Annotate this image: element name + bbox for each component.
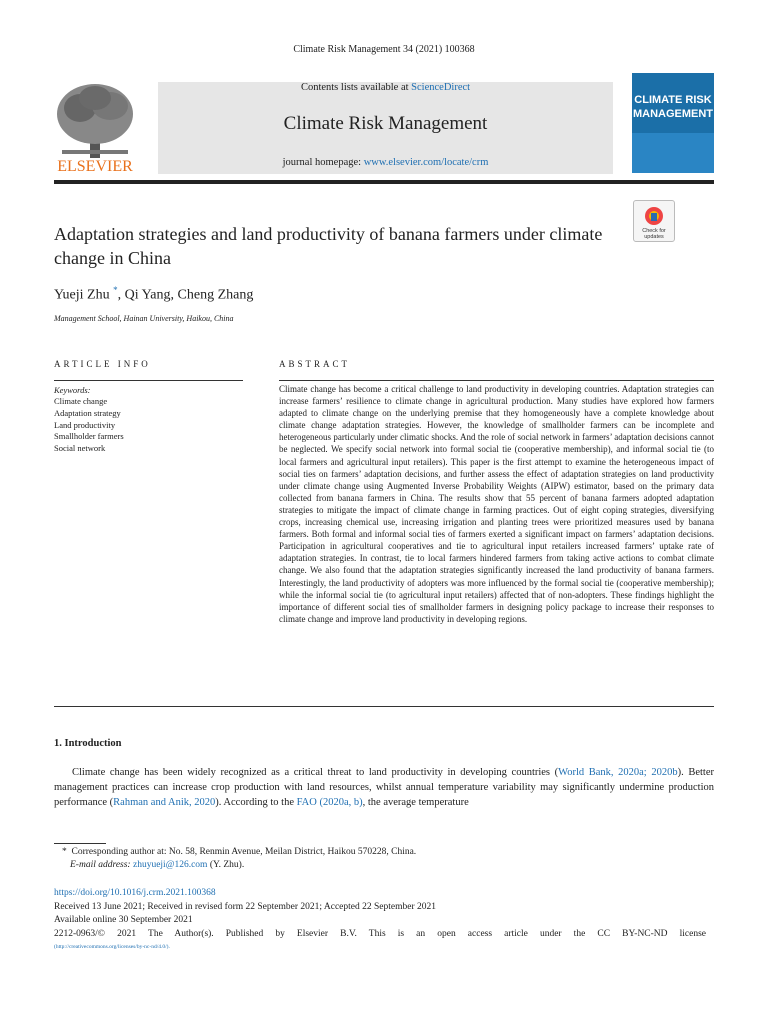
header-rule: [54, 180, 714, 184]
available-online: Available online 30 September 2021: [54, 915, 193, 925]
keyword-item: Adaptation strategy: [54, 407, 121, 418]
corresponding-text: Corresponding author at: No. 58, Renmin Avenue, Meilan District, Haikou 570228, China.: [71, 847, 417, 857]
ref-rahman-link[interactable]: Rahman and Anik, 2020: [113, 797, 216, 808]
affiliation: Management School, Hainan University, Haikou, China: [54, 314, 234, 323]
footnote-rule: [54, 843, 106, 844]
license-statement: 2212-0963/© 2021 The Author(s). Published by Elsevier B.V. This is an open access article under the CC BY-NC-ND license: [54, 929, 706, 939]
article-info-rule: [54, 380, 243, 381]
intro-text: ). Better management practices can increase crop production with land resources, whilst annual temperature variability may significantly undermine production performance (: [54, 767, 714, 808]
elsevier-logo: [52, 80, 142, 175]
contents-line: [158, 82, 613, 93]
keyword-item: Smallholder farmers: [54, 431, 124, 442]
email-link[interactable]: zhuyueji@126.com: [132, 860, 208, 870]
journal-title: Climate Risk Management: [283, 113, 488, 134]
svg-text:updates: updates: [644, 234, 664, 240]
keyword-item: Climate change: [54, 396, 108, 406]
email-footnote: [70, 860, 244, 870]
corresponding-footnote: [62, 847, 416, 857]
sciencedirect-link[interactable]: ScienceDirect: [411, 82, 471, 93]
journal-cover-image: [632, 73, 714, 173]
homepage-line: [158, 157, 613, 168]
abstract-rule: [279, 380, 714, 381]
author-name: Yueji Zhu: [54, 287, 110, 303]
homepage-link[interactable]: www.elsevier.com/locate/crm: [363, 157, 489, 168]
check-updates-icon: [634, 201, 674, 241]
abstract-bottom-rule: [54, 706, 714, 707]
svg-text:MANAGEMENT: MANAGEMENT: [632, 108, 714, 120]
keyword-item: Land productivity: [54, 419, 116, 430]
contents-prefix: Contents lists available at: [300, 82, 412, 93]
intro-text: , the average temperature: [362, 797, 469, 808]
ref-world-bank-link[interactable]: World Bank, 2020a; 2020b: [558, 767, 678, 778]
check-for-updates-button[interactable]: [633, 200, 675, 242]
license-link[interactable]: (http://creativecommons.org/licenses/by-nc-nd/4.0/).: [54, 944, 170, 950]
article-title: Adaptation strategies and land productivity of banana farmers under climate change in China: [54, 224, 603, 268]
keyword-list: [54, 396, 124, 455]
abstract-text: Climate change has become a critical challenge to land productivity in developing countries. Adaptation strategies can increase farmers’ resilience to climate change in agricultural production. Many studies have explored how farmers adapted to climate change on the underlying premise that they homogeneously have a complete knowledge about climate change adaptation strategies. However, the knowledge of smallholder farmers can be incomplete and heterogeneous particularly under climatic shocks. And the role of social network in farmers’ adaptation decisions cannot be neglected. We specify social network into formal social tie (cooperative membership), and informal social tie (to local farmers and agricultural input retailers). This paper is the first attempt to examine the heterogeneous impact of social ties on farmers’ adaptation decisions, and further assess the effect of adaptation strategies on land productivity under climate change using Augmented Inverse Probability Weights (AIPW) estimator, based on the primary data collected from banana farmers in China. The results show that 55 percent of banana farmers adopted adaptation strategies to mitigate the impact of climate change in farming practices. Out of eight coping strategies, diversifying crops, increasing chemical use, increasing irrigation and planting trees were prioritized measures used by banana farmers. Both formal and informal social ties of farmers exerted a significant impact on farmers’ adaptation decisions. Participation in agricultural cooperatives and tie to agricultural input retailers increased farmers’ uptake rate of adaptation strategies. In contrast, tie to local farmers hindered farmers from taking active actions to combat climate change. We also found that the adaptation strategies significantly increased the land productivity of banana farmers. Interestingly, the land productivity of adopters was more influenced by the formal social tie (cooperative membership); while the informal social tie (to agricultural input retailers) affected that of non-adopters. These findings highlight the importance of different social ties of smallholder farmers in designing policy package to increase their responses to climate change and improve land productivity in developing regions.: [279, 384, 714, 624]
keyword-item: Social network: [54, 443, 106, 454]
ref-fao-link[interactable]: FAO (2020a, b): [296, 797, 363, 808]
keywords-label: Keywords:: [54, 385, 91, 395]
other-authors: , Qi Yang, Cheng Zhang: [117, 287, 254, 303]
intro-text: ). According to the: [215, 797, 297, 808]
received-dates: Received 13 June 2021; Received in revised form 22 September 2021; Accepted 22 September 2021: [54, 902, 437, 912]
doi-link[interactable]: https://doi.org/10.1016/j.crm.2021.100368: [54, 888, 216, 898]
introduction-paragraph: [54, 765, 714, 810]
author-list: [54, 285, 253, 304]
homepage-prefix: journal homepage:: [282, 157, 364, 168]
email-suffix: (Y. Zhu).: [207, 860, 245, 870]
corresponding-mark[interactable]: *: [113, 285, 118, 295]
cover-title: CLIMATE RISK: [634, 94, 712, 106]
intro-text: Climate change has been widely recognized as a critical threat to land productivity in developing countries (: [72, 767, 559, 778]
footnote-mark: *: [62, 847, 67, 857]
email-label: E-mail address:: [70, 860, 131, 870]
svg-text:Check for: Check for: [642, 228, 666, 234]
article-info-heading: ARTICLE INFO: [54, 359, 151, 369]
journal-citation: Climate Risk Management 34 (2021) 100368: [293, 44, 475, 55]
abstract-heading: ABSTRACT: [279, 359, 351, 369]
elsevier-wordmark: ELSEVIER: [57, 158, 133, 175]
introduction-heading: 1. Introduction: [54, 738, 122, 749]
